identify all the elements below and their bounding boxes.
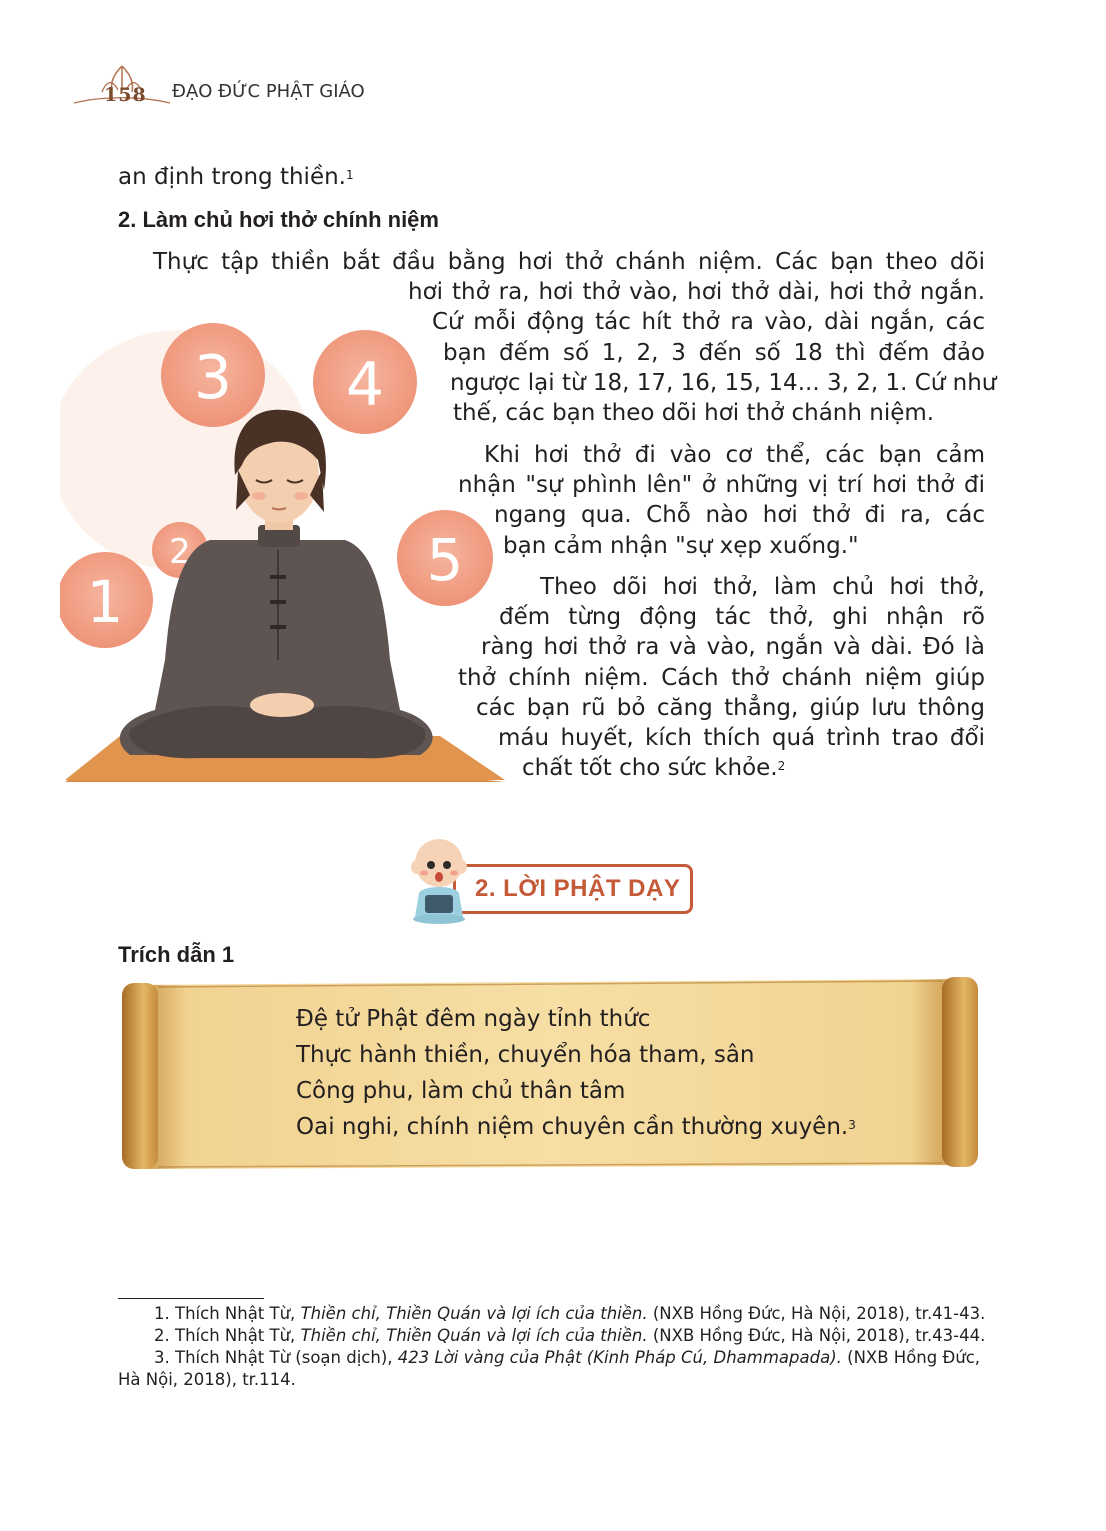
section-heading: 2. Làm chủ hơi thở chính niệm bbox=[118, 207, 439, 232]
quote-verse bbox=[296, 1001, 856, 1145]
footnote-rest: (NXB Hồng Đức, Hà Nội, 2018), tr.41-43. bbox=[652, 1304, 986, 1323]
paragraph-line: ràng hơi thở ra và vào, ngắn và dài. Đó là bbox=[481, 634, 985, 661]
quote-heading: Trích dẫn 1 bbox=[118, 942, 235, 967]
bubble-5 bbox=[397, 510, 493, 606]
continuation-line: an định trong thiền. bbox=[118, 164, 346, 190]
paragraph-line: thở chính niệm. Cách thở chánh niệm giúp bbox=[458, 664, 985, 691]
footnote-ref-3: 3 bbox=[848, 1118, 856, 1132]
footnote-author: Thích Nhật Từ, bbox=[175, 1304, 296, 1323]
paragraph-line: nhận "sự phình lên" ở những vị trí hơi thở đi bbox=[458, 472, 985, 499]
paragraph-line: bạn cảm nhận "sự xẹp xuống." bbox=[503, 532, 859, 559]
footnote-1 bbox=[118, 1303, 988, 1325]
paragraph-line: máu huyết, kích thích quá trình trao đổi bbox=[498, 725, 985, 752]
paragraph-line: thế, các bạn theo dõi hơi thở chánh niệm. bbox=[453, 400, 935, 427]
paragraph-line: Thực tập thiền bắt đầu bằng hơi thở chánh niệm. Các bạn theo dõi bbox=[153, 249, 985, 275]
paragraph-line: Cứ mỗi động tác hít thở ra vào, dài ngắn, các bbox=[432, 309, 985, 336]
verse-line: Công phu, làm chủ thân tâm bbox=[296, 1078, 626, 1104]
paragraph-line: đếm từng động tác thở, ghi nhận rõ bbox=[499, 604, 985, 631]
footnote-author: Thích Nhật Từ, bbox=[175, 1326, 296, 1345]
footnote-author: Thích Nhật Từ (soạn dịch), bbox=[175, 1348, 393, 1367]
footnote-num: 2. bbox=[154, 1326, 170, 1345]
footnote-num: 3. bbox=[154, 1348, 170, 1367]
paragraph-line: Khi hơi thở đi vào cơ thể, các bạn cảm bbox=[484, 442, 985, 468]
bubble-5-label: 5 bbox=[426, 526, 464, 594]
footnote-rest: (NXB Hồng Đức, Hà Nội, 2018), tr.114. bbox=[118, 1348, 981, 1389]
footnote-ref-1: 1 bbox=[346, 168, 354, 182]
footnote-ref-2: 2 bbox=[777, 759, 786, 774]
page-number: 158 bbox=[104, 84, 147, 106]
paragraph-line: Theo dõi hơi thở, làm chủ hơi thở, bbox=[540, 574, 985, 600]
badge-label: 2. LỜI PHẬT DẠY bbox=[475, 875, 681, 902]
book-title: ĐẠO ĐỨC PHẬT GIÁO bbox=[172, 81, 365, 102]
bubble-4 bbox=[313, 330, 417, 434]
footnotes bbox=[118, 1303, 988, 1391]
verse-line: Đệ tử Phật đêm ngày tỉnh thức bbox=[296, 1006, 651, 1032]
footnote-divider bbox=[118, 1298, 264, 1299]
bubble-1-label: 1 bbox=[86, 568, 124, 636]
footnote-num: 1. bbox=[154, 1304, 170, 1323]
verse-line: Thực hành thiền, chuyển hóa tham, sân bbox=[296, 1042, 755, 1068]
footnote-title: 423 Lời vàng của Phật (Kinh Pháp Cú, Dhammapada). bbox=[397, 1348, 842, 1367]
bubble-3 bbox=[161, 323, 265, 427]
footnote-rest: (NXB Hồng Đức, Hà Nội, 2018), tr.43-44. bbox=[652, 1326, 986, 1345]
bubble-4-label: 4 bbox=[345, 350, 385, 420]
verse-last-text: Oai nghi, chính niệm chuyên cần thường xuyên. bbox=[296, 1114, 849, 1140]
continuation-text bbox=[118, 162, 354, 192]
paragraph-line: các bạn rũ bỏ căng thẳng, giúp lưu thông bbox=[476, 694, 985, 721]
little-monk-icon bbox=[405, 835, 475, 925]
page-header bbox=[72, 62, 392, 112]
quote-scroll bbox=[118, 975, 980, 1175]
meditation-illustration bbox=[60, 300, 510, 800]
section-badge bbox=[405, 835, 700, 925]
paragraph-line: ngược lại từ 18, 17, 16, 15, 14... 3, 2, 1. Cứ như bbox=[450, 369, 997, 396]
footnote-3 bbox=[118, 1347, 988, 1391]
bubble-2-label: 2 bbox=[169, 532, 191, 572]
paragraph-last-text: chất tốt cho sức khỏe. bbox=[522, 755, 778, 782]
paragraph-line: hơi thở ra, hơi thở vào, hơi thở dài, hơi thở ngắn. bbox=[408, 279, 985, 306]
footnote-title: Thiền chỉ, Thiền Quán và lợi ích của thiền. bbox=[300, 1304, 648, 1323]
paragraph-line: ngang qua. Chỗ nào hơi thở đi ra, các bbox=[494, 502, 985, 529]
bubble-3-label: 3 bbox=[193, 343, 233, 413]
footnote-2 bbox=[118, 1325, 988, 1347]
bubble-1 bbox=[60, 552, 153, 648]
paragraph-line bbox=[522, 753, 985, 783]
verse-line bbox=[296, 1109, 856, 1145]
footnote-title: Thiền chỉ, Thiền Quán và lợi ích của thiền. bbox=[300, 1326, 648, 1345]
paragraph-line: bạn đếm số 1, 2, 3 đến số 18 thì đếm đảo bbox=[443, 339, 985, 366]
